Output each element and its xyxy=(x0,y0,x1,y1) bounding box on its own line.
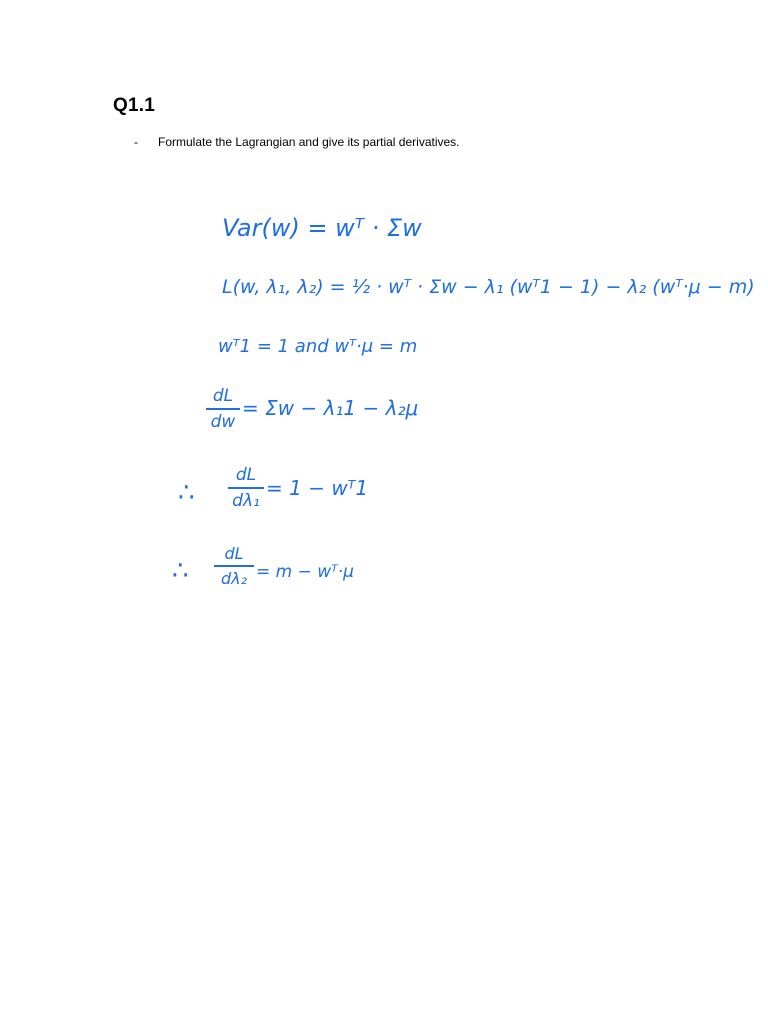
fraction-denominator: dw xyxy=(210,412,236,432)
fraction-numerator: dL xyxy=(235,465,257,485)
constraints-equation: wᵀ1 = 1 and wᵀ·μ = m xyxy=(218,336,418,357)
question-heading: Q1.1 xyxy=(113,95,155,116)
variance-equation: Var(w) = wᵀ · Σw xyxy=(222,214,422,242)
fraction-dl-dw xyxy=(206,386,240,432)
bullet-dash: - xyxy=(134,135,138,149)
derivative-w-rhs: = Σw − λ₁1 − λ₂μ xyxy=(242,396,419,420)
bullet-text: Formulate the Lagrangian and give its partial derivatives. xyxy=(158,135,460,149)
fraction-bar xyxy=(214,565,254,567)
derivative-lambda2-rhs: = m − wᵀ·μ xyxy=(256,562,354,582)
fraction-bar xyxy=(206,408,240,410)
fraction-denominator: dλ₁ xyxy=(232,491,260,511)
lagrangian-equation: L(w, λ₁, λ₂) = ½ · wᵀ · Σw − λ₁ (wᵀ1 − 1) − λ₂ (wᵀ·μ − m) xyxy=(222,276,755,298)
fraction-dl-dlambda2 xyxy=(214,544,254,588)
fraction-numerator: dL xyxy=(224,544,244,563)
derivative-lambda1-rhs: = 1 − wᵀ1 xyxy=(266,476,369,500)
therefore-symbol: ∴ xyxy=(172,556,189,586)
bullet-item xyxy=(134,135,460,149)
fraction-dl-dlambda1 xyxy=(228,465,264,511)
fraction-bar xyxy=(228,487,264,489)
fraction-numerator: dL xyxy=(212,386,234,406)
fraction-denominator: dλ₂ xyxy=(220,569,248,588)
therefore-symbol: ∴ xyxy=(178,478,195,508)
